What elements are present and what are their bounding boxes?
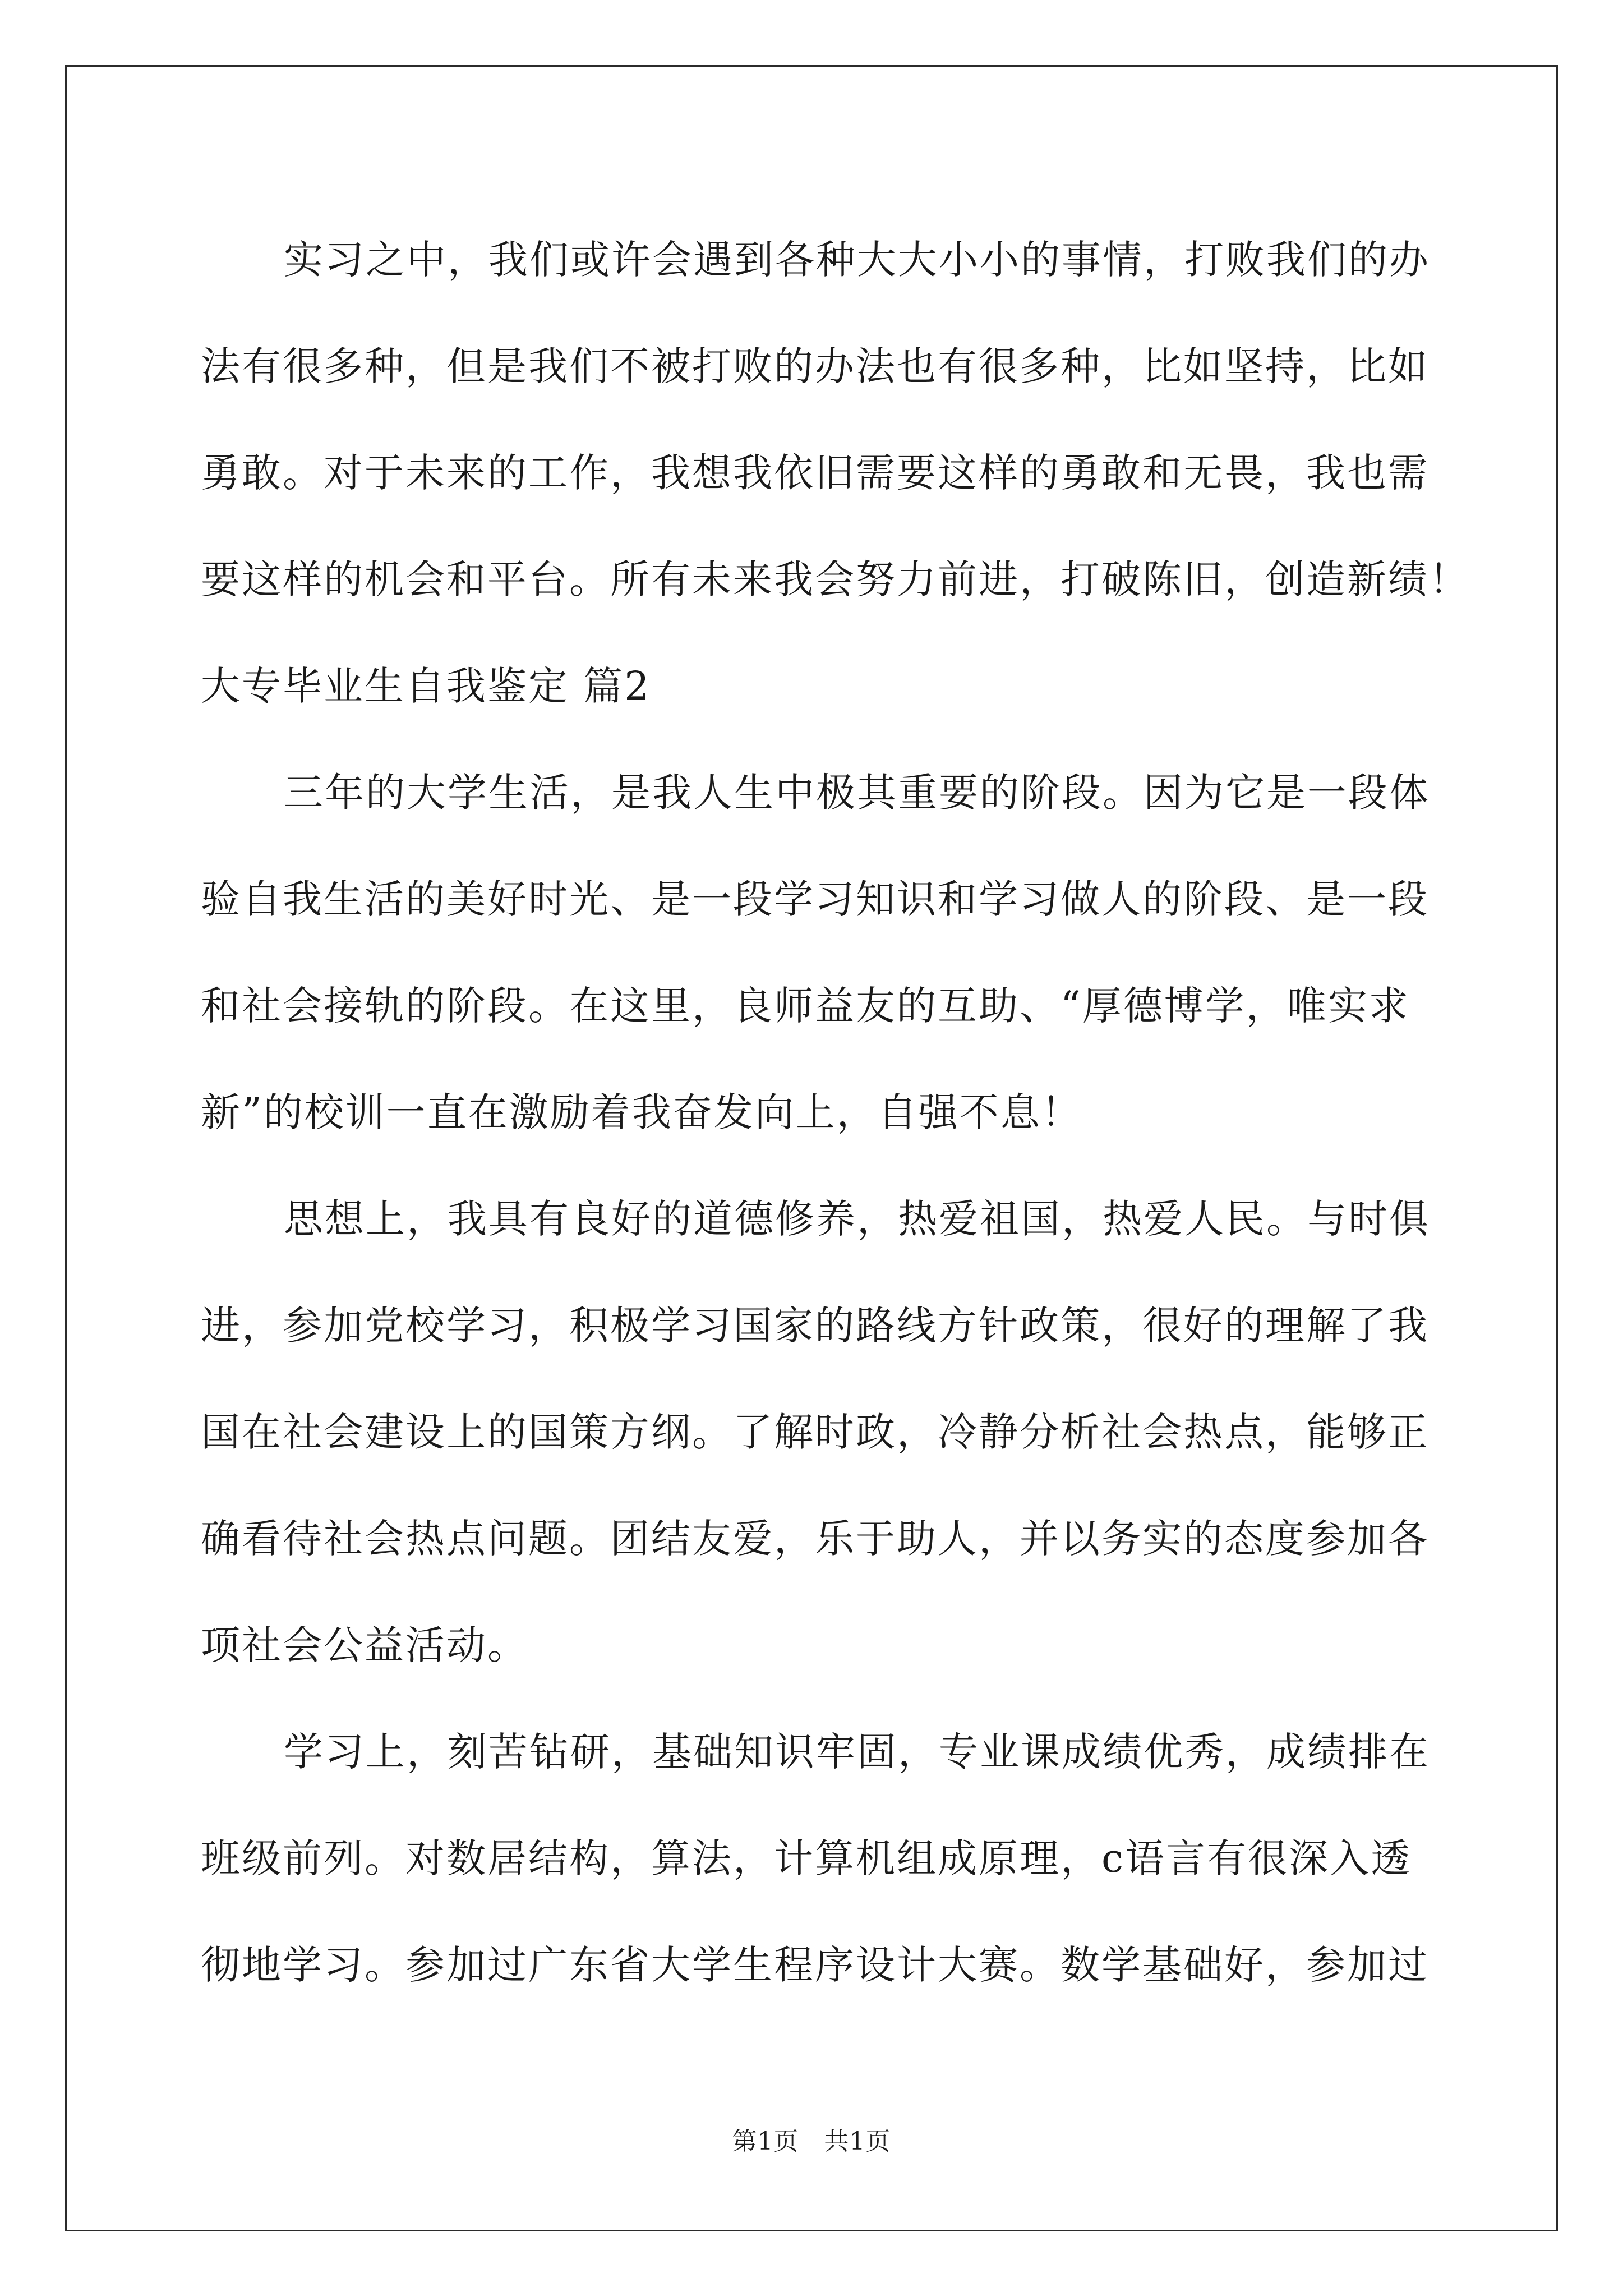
section-heading: 大专毕业生自我鉴定 篇2 <box>201 663 651 709</box>
paragraph-line: 学习上，刻苦钻研，基础知识牢固，专业课成绩优秀，成绩排在 <box>284 1729 1430 1775</box>
paragraph-line: 确看待社会热点问题。团结友爱，乐于助人，并以务实的态度参加各 <box>201 1516 1429 1562</box>
paragraph-line: 和社会接轨的阶段。在这里，良师益友的互助、“厚德博学，唯实求 <box>201 983 1410 1029</box>
document-body <box>201 206 1470 2018</box>
paragraph-line: 国在社会建设上的国策方纲。了解时政，冷静分析社会热点，能够正 <box>201 1409 1429 1455</box>
paragraph-line: 进，参加党校学习，积极学习国家的路线方针政策，很好的理解了我 <box>201 1303 1429 1349</box>
paragraph-line: 班级前列。对数居结构，算法，计算机组成原理，c语言有很深入透 <box>201 1835 1412 1881</box>
paragraph-line: 彻地学习。参加过广东省大学生程序设计大赛。数学基础好，参加过 <box>201 1942 1429 1988</box>
paragraph-line: 项社会公益活动。 <box>201 1622 528 1668</box>
paragraph-line: 法有很多种，但是我们不被打败的办法也有很多种，比如坚持，比如 <box>201 343 1429 389</box>
paragraph-line: 验自我生活的美好时光、是一段学习知识和学习做人的阶段、是一段 <box>201 876 1429 922</box>
paragraph-line: 要这样的机会和平台。所有未来我会努力前进，打破陈旧，创造新绩！ <box>201 556 1470 602</box>
paragraph-line: 实习之中，我们或许会遇到各种大大小小的事情，打败我们的办 <box>284 237 1430 283</box>
page-number-footer: 第1页 共1页 <box>732 2127 891 2156</box>
paragraph-line: 三年的大学生活，是我人生中极其重要的阶段。因为它是一段体 <box>284 770 1430 816</box>
paragraph-line: 思想上，我具有良好的道德修养，热爱祖国，热爱人民。与时俱 <box>284 1196 1430 1242</box>
paragraph-line: 勇敢。对于未来的工作，我想我依旧需要这样的勇敢和无畏，我也需 <box>201 450 1429 496</box>
paragraph-line: 新”的校训一直在激励着我奋发向上，自强不息！ <box>201 1089 1082 1135</box>
